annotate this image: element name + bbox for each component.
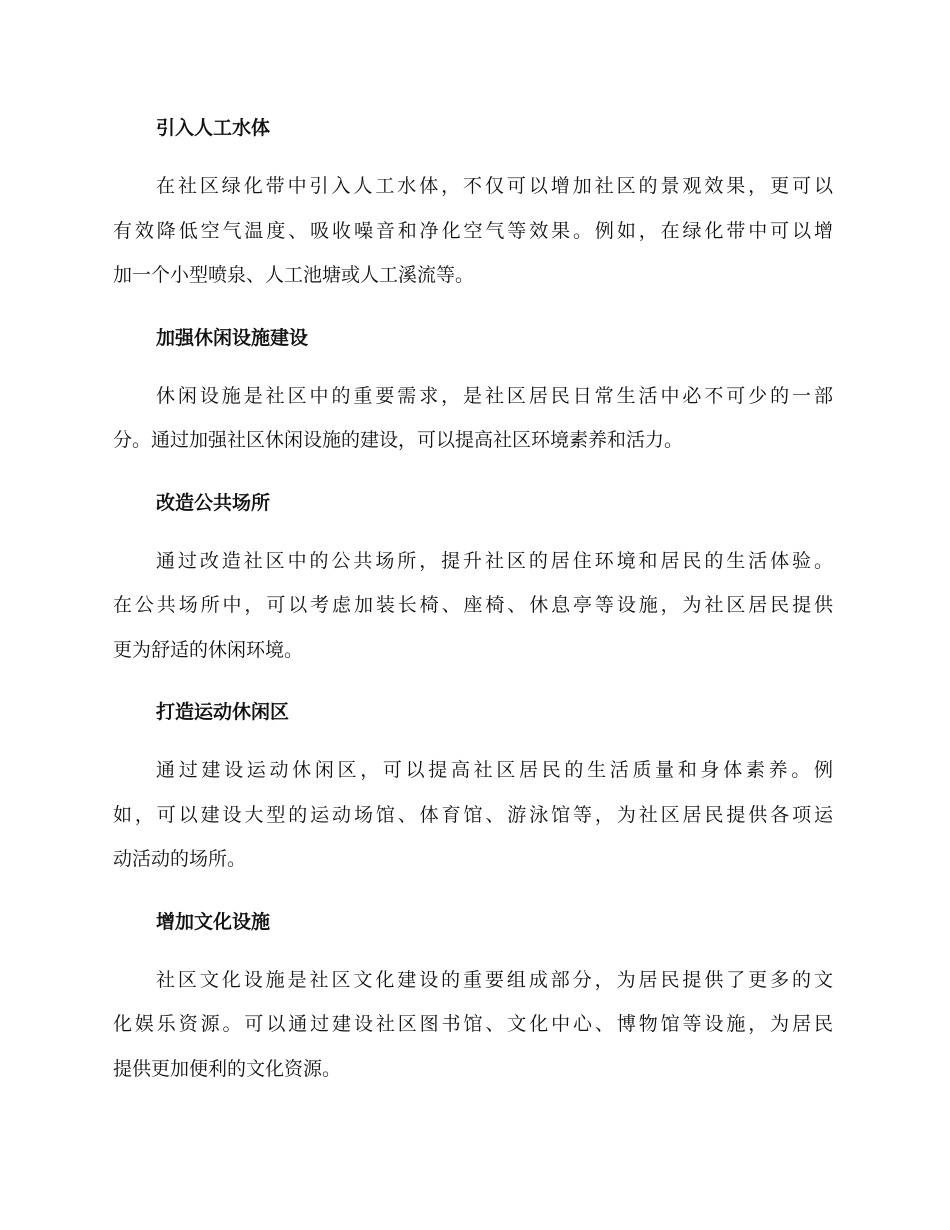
paragraph-line: 更为舒适的休闲环境。 [113, 638, 304, 661]
paragraph-line: 如，可以建设大型的运动场馆、体育馆、游泳馆等，为社区居民提供各项运 [113, 803, 833, 826]
section-cultural-facilities [113, 904, 833, 1092]
paragraph-line: 分。通过加强社区休闲设施的建设，可以提高社区环境素养和活力。 [113, 429, 684, 451]
section-paragraph [113, 164, 833, 298]
paragraph-line: 在社区绿化带中引入人工水体，不仅可以增加社区的景观效果，更可以 [156, 175, 833, 197]
paragraph-line: 提供更加便利的文化资源。 [113, 1057, 342, 1080]
section-paragraph [113, 748, 833, 882]
section-paragraph [113, 958, 833, 1092]
section-paragraph [113, 374, 833, 463]
paragraph-line: 加一个小型喷泉、人工池塘或人工溪流等。 [113, 264, 475, 286]
paragraph-line: 有效降低空气温度、吸收噪音和净化空气等效果。例如，在绿化带中可以增 [113, 219, 833, 242]
section-leisure-facilities [113, 320, 833, 463]
section-paragraph [113, 539, 833, 673]
paragraph-line: 休闲设施是社区中的重要需求，是社区居民日常生活中必不可少的一部 [156, 384, 833, 407]
paragraph-line: 在公共场所中，可以考虑加装长椅、座椅、休息亭等设施，为社区居民提供 [113, 594, 833, 616]
section-artificial-water [113, 110, 833, 298]
section-heading: 引入人工水体 [156, 117, 271, 139]
paragraph-line: 通过改造社区中的公共场所，提升社区的居住环境和居民的生活体验。 [156, 549, 833, 572]
paragraph-line: 通过建设运动休闲区，可以提高社区居民的生活质量和身体素养。例 [156, 759, 833, 781]
section-heading: 打造运动休闲区 [156, 701, 290, 723]
document-page [113, 110, 833, 1113]
section-public-spaces [113, 485, 833, 673]
section-heading: 改造公共场所 [156, 491, 271, 514]
section-heading: 加强休闲设施建设 [156, 326, 309, 349]
paragraph-line: 动活动的场所。 [113, 848, 247, 870]
section-heading: 增加文化设施 [156, 910, 271, 933]
paragraph-line: 化娱乐资源。可以通过建设社区图书馆、文化中心、博物馆等设施，为居民 [113, 1013, 833, 1035]
section-sports-area [113, 694, 833, 882]
paragraph-line: 社区文化设施是社区文化建设的重要组成部分，为居民提供了更多的文 [156, 968, 833, 991]
